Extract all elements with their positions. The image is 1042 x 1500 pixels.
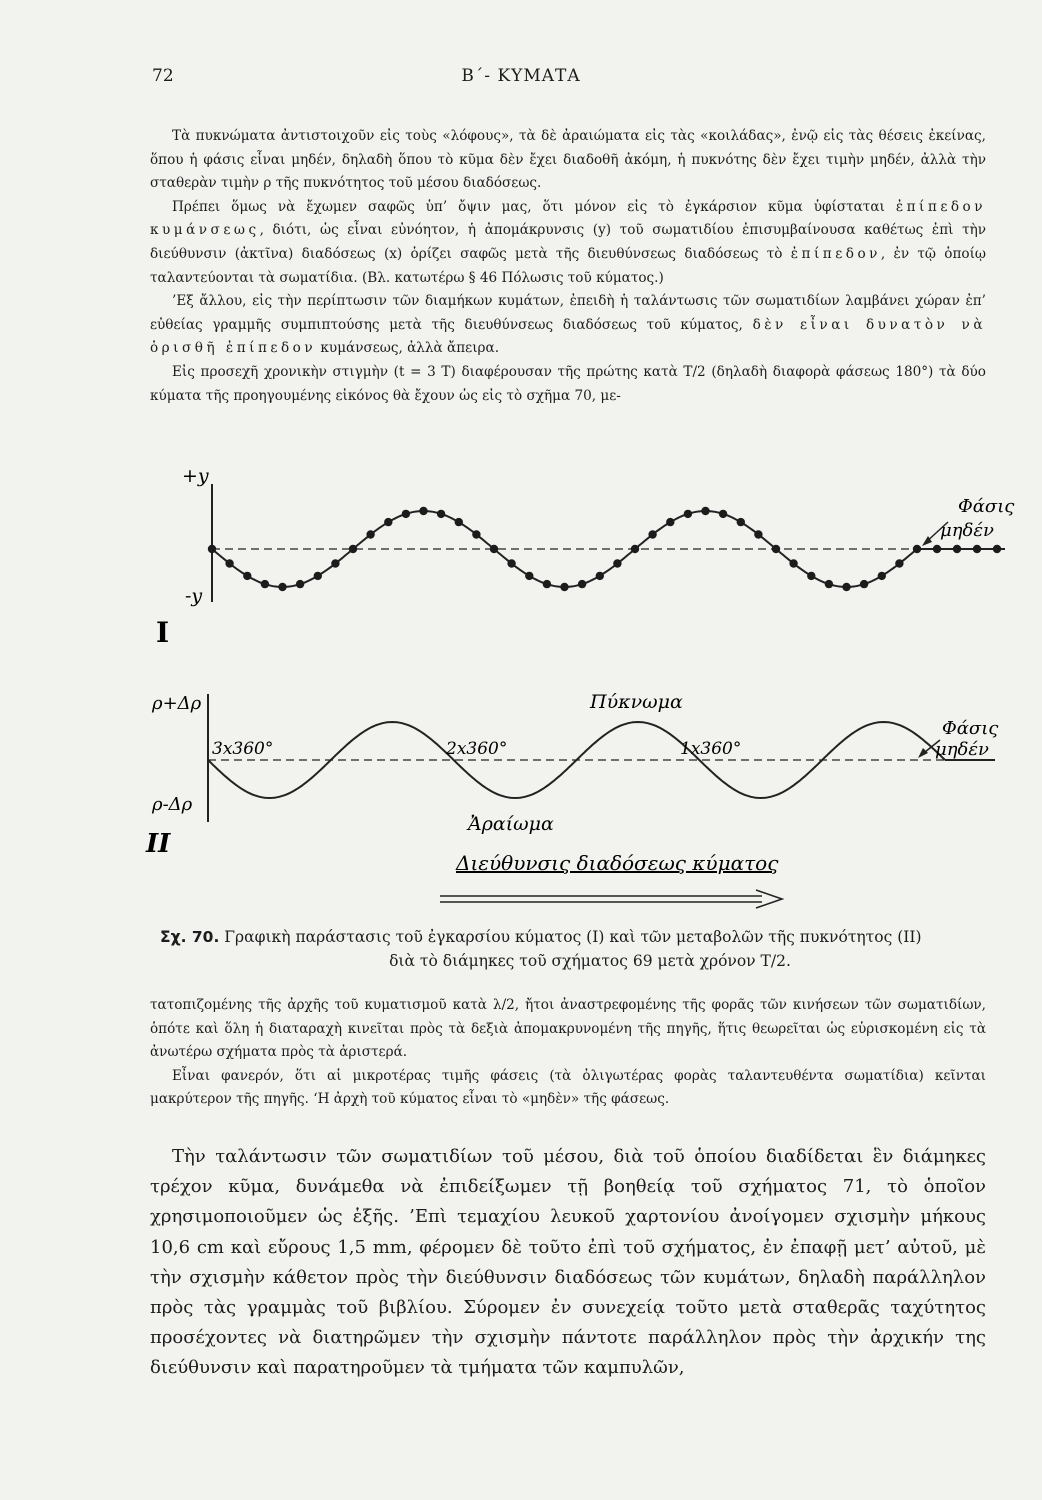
- page-number: 72: [152, 66, 174, 86]
- particle-dot: [613, 559, 621, 567]
- spaced-term: δὲν εἶναι δυνατὸν νὰ ὁρισθῆ ἐπίπεδον: [150, 316, 986, 357]
- spaced-term: ἐπίπεδον: [790, 245, 881, 262]
- text-run: , ἐν τῷ ὁποίῳ ταλαντεύονται τὰ σωματίδια. (Βλ. κατωτέρω § 46 Πόλωσις τοῦ κύματος.): [150, 245, 987, 286]
- particle-dot: [631, 545, 639, 553]
- particle-dot: [973, 545, 981, 553]
- particle-dot: [754, 530, 762, 538]
- panel2-roman-numeral: II: [146, 829, 171, 859]
- caption-number: Σχ. 70.: [160, 928, 220, 946]
- figure-caption: [160, 925, 990, 973]
- particle-dot: [402, 510, 410, 518]
- particle-dot: [737, 518, 745, 526]
- particle-dot: [895, 559, 903, 567]
- paragraph: Εἶναι φανερόν, ὅτι αἱ μικροτέρας τιμῆς φάσεις (τὰ ὀλιγωτέρας φορὰς ταλαντευθέντα σωματίδια) κεῖνται μακρύτερον τῆς πηγῆς. ‘Η ἀρχὴ τοῦ κύματος εἶναι τὸ «μηδὲν» τῆς φάσεως.: [150, 1067, 986, 1108]
- rarefaction-label: Ἀραίωμα: [468, 813, 554, 835]
- panel1-phase-label: Φάσις: [958, 496, 1015, 517]
- spaced-term: ἐπίπεδον κυμάνσεως: [150, 198, 986, 239]
- running-title: Β΄- ΚΥΜΑΤΑ: [461, 66, 581, 86]
- caption-text: Γραφικὴ παράστασις τοῦ ἐγκαρσίου κύματος (I) καὶ τῶν μεταβολῶν τῆς πυκνότητος (II): [224, 928, 922, 946]
- panel2-phase-label: Φάσις: [942, 718, 999, 739]
- particle-dot: [684, 510, 692, 518]
- direction-arrow-head: [756, 890, 782, 908]
- particle-dot: [507, 559, 515, 567]
- particle-dot: [384, 518, 392, 526]
- phase-mark-2x360: 2x360°: [446, 739, 508, 759]
- particle-dot: [953, 545, 961, 553]
- text-run: , διότι, ὡς εἶναι εὐνόητον, ἡ ἀπομάκρυνσις (y) τοῦ σωματιδίου ἐπισυμβαίνουσα καθέτως ἐπὶ τὴν διεύθυνσιν (ἀκτῖνα) διαδόσεως (x) ὁρίζει σαφῶς μετὰ τῆς διευθύνσεως διαδόσεως τὸ: [150, 222, 986, 262]
- paragraph: Τὴν ταλάντωσιν τῶν σωματιδίων τοῦ μέσου, διὰ τοῦ ὁποίου διαδίδεται ἓν διάμηκες τρέχον κῦμα, δυνάμεθα νὰ ἐπιδείξωμεν τῇ βοηθείᾳ τοῦ σχήματος 71, τὸ ὁποῖον χρησιμοποιοῦμεν ὡς ἑξῆς. ’Επὶ τεμαχίου λευκοῦ χαρτονίου ἀνοίγομεν σχισμὴν μήκους 10,6 cm καὶ εὔρους 1,5 mm, φέρομεν δὲ τοῦτο ἐπὶ τοῦ σχήματος, ἐν ἐπαφῇ μετ’ αὐτοῦ, μὲ τὴν σχισμὴν κάθετον πρὸς τὴν διεύθυνσιν διαδόσεως τῶν κυμάτων, δηλαδὴ παράλληλον πρὸς τὰς γραμμὰς τοῦ βιβλίου. Σύρομεν ἐν συνεχείᾳ τοῦτο μετὰ σταθερᾶς ταχύτητος προσέχοντες νὰ διατηρῶμεν τὴν σχισμὴν πάντοτε παράλληλον πρὸς τὴν ἀρχικήν της διεύθυνσιν καὶ παρατηροῦμεν τὰ τμήματα τῶν καμπυλῶν,: [150, 1146, 986, 1379]
- rho-minus-label: ρ-Δρ: [152, 794, 193, 815]
- panel1-roman-numeral: I: [156, 616, 170, 649]
- particle-dot: [825, 580, 833, 588]
- caption-line-2: διὰ τὸ διάμηκες τοῦ σχήματος 69 μετὰ χρόνον T/2.: [389, 952, 791, 970]
- particle-dot: [807, 572, 815, 580]
- panel2-zero-label: μηδέν: [935, 739, 989, 760]
- particle-dot: [419, 507, 427, 515]
- page-header: [0, 66, 1042, 96]
- particle-dot: [472, 530, 480, 538]
- particle-dot: [278, 583, 286, 591]
- paragraph: Εἰς προσεχῆ χρονικὴν στιγμὴν (t = 3 T) διαφέρουσαν τῆς πρώτης κατὰ T/2 (δηλαδὴ διαφορὰ φάσεως 180°) τὰ δύο κύματα τῆς προηγουμένης εἰκόνος θὰ ἔχουν ὡς εἰς τὸ σχῆμα 70, με-: [150, 363, 986, 404]
- text-run: Πρέπει ὅμως νὰ ἔχωμεν σαφῶς ὑπ’ ὄψιν μας, ὅτι μόνον εἰς τὸ ἐγκάρσιον κῦμα ὑφίσταται: [172, 198, 896, 215]
- particle-dot: [296, 580, 304, 588]
- particle-dot: [437, 510, 445, 518]
- particle-dot: [366, 530, 374, 538]
- particle-dot: [789, 559, 797, 567]
- particle-dot: [719, 510, 727, 518]
- particle-dot: [878, 572, 886, 580]
- figure-drawing: [146, 462, 1015, 892]
- text-run: ’Εξ ἄλλου, εἰς τὴν περίπτωσιν τῶν διαμήκων κυμάτων, ἐπειδὴ ἡ ταλάντωσις τῶν σωματιδίων λαμβάνει χώραν ἐπ’ εὐθείας γραμμῆς συμπιπτούσης μετὰ τῆς διευθύνσεως διαδόσεως τοῦ κύματος,: [150, 293, 986, 333]
- particle-dot: [243, 572, 251, 580]
- particle-dot: [596, 572, 604, 580]
- particle-dot: [913, 545, 921, 553]
- particle-dot: [648, 530, 656, 538]
- mid-text-block: [150, 994, 986, 1112]
- particle-dot: [701, 507, 709, 515]
- particle-dot: [261, 580, 269, 588]
- particle-dot: [314, 572, 322, 580]
- paragraph: Τὰ πυκνώματα ἀντιστοιχοῦν εἰς τοὺς «λόφους», τὰ δὲ ἀραιώματα εἰς τὰς «κοιλάδας», ἐνῷ εἰς τὰς θέσεις ἐκείνας, ὅπου ἡ φάσις εἶναι μηδέν, δηλαδὴ ὅπου τὸ κῦμα δὲν ἔχει διαδοθῆ ἀκόμη, ἡ πυκνότης δὲν ἔχει τιμὴν μηδέν, ἀλλὰ τὴν σταθερὰν τιμὴν ρ τῆς πυκνότητος τοῦ μέσου διαδόσεως.: [150, 128, 986, 192]
- particle-dot: [349, 545, 357, 553]
- y-plus-label: +y: [182, 465, 209, 487]
- particle-dot: [993, 545, 1001, 553]
- phase-mark-3x360: 3x360°: [212, 739, 274, 759]
- particle-dot: [666, 518, 674, 526]
- particle-dot: [860, 580, 868, 588]
- particle-dot: [331, 559, 339, 567]
- rho-plus-label: ρ+Δρ: [152, 693, 202, 714]
- paragraph: [150, 196, 986, 290]
- particle-dot: [578, 580, 586, 588]
- particle-dot: [772, 545, 780, 553]
- particle-dot: [525, 572, 533, 580]
- particle-dot: [543, 580, 551, 588]
- arrow-head: [918, 748, 928, 758]
- particle-dot: [560, 583, 568, 591]
- particle-dot: [490, 545, 498, 553]
- top-text-block: [150, 125, 986, 408]
- particle-dot: [933, 545, 941, 553]
- particle-dot: [225, 559, 233, 567]
- particle-dot: [208, 545, 216, 553]
- propagation-direction-label: Διεύθυνσις διαδόσεως κύματος: [456, 851, 779, 875]
- text-run: κυμάνσεως, ἀλλὰ ἄπειρα.: [316, 340, 500, 357]
- y-minus-label: -y: [185, 585, 203, 607]
- figure-70: [146, 462, 1015, 892]
- phase-mark-1x360: 1x360°: [680, 739, 742, 759]
- particle-dot: [455, 518, 463, 526]
- compression-label: Πύκνωμα: [590, 691, 683, 713]
- particle-dot: [842, 583, 850, 591]
- bottom-text-block: [150, 1142, 986, 1384]
- panel1-zero-label: μηδέν: [940, 520, 994, 541]
- caption-line-1: [160, 925, 990, 949]
- paragraph: τατοπιζομένης τῆς ἀρχῆς τοῦ κυματισμοῦ κατὰ λ/2, ἤτοι ἀναστρεφομένης τῆς φορᾶς τῶν κινήσεων τῶν σωματιδίων, ὁπότε καὶ ὅλη ἡ διαταραχὴ κινεῖται πρὸς τὰ δεξιὰ ἀπομακρυνομένη τῆς πηγῆς, ἥτις θεωρεῖται ὡς εὑρισκομένη εἰς τὰ ἀνωτέρω σχήματα πρὸς τὰ ἀριστερά.: [150, 997, 986, 1061]
- paragraph: [150, 290, 986, 361]
